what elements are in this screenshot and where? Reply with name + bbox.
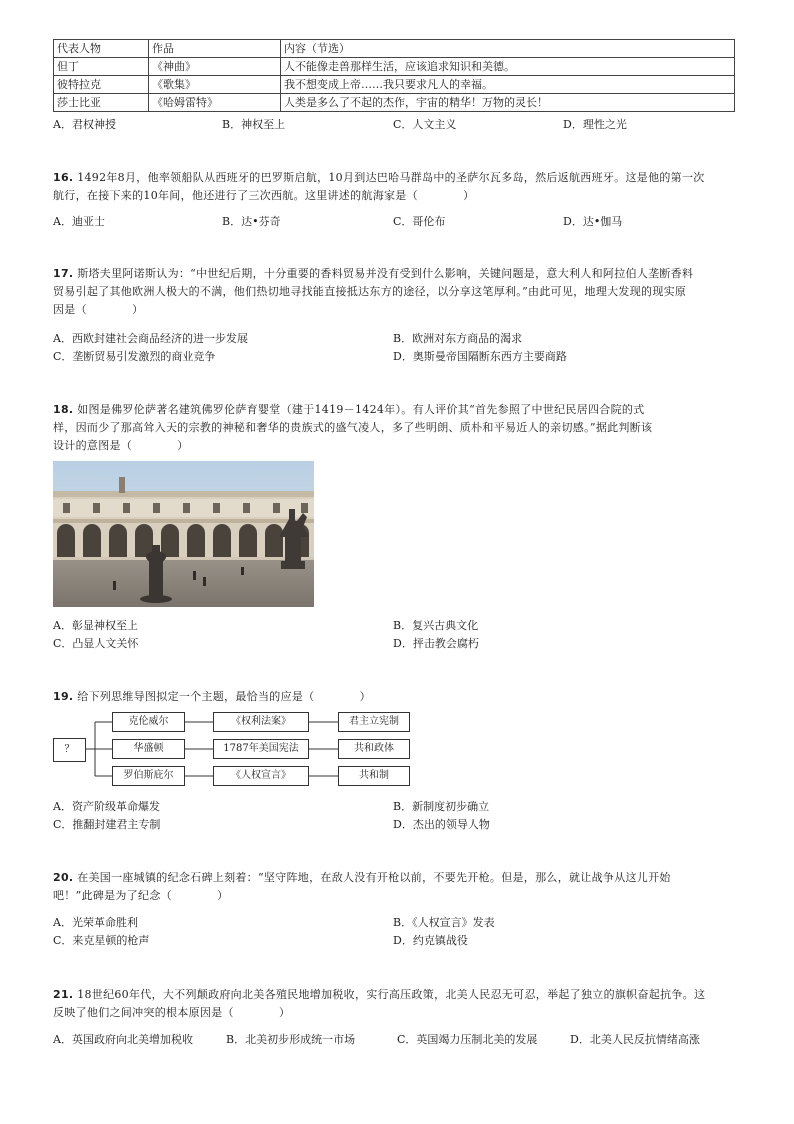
question-number: 19. xyxy=(53,690,74,703)
question-text: 1492年8月，他率领船队从西班牙的巴罗斯启航，10月到达巴哈马群岛中的圣萨尔瓦多岛，然后返航西班牙。这是他的第一次 xyxy=(77,171,705,184)
q20-option-b[interactable]: B．《人权宣言》发表 xyxy=(393,916,495,929)
question-text: 18世纪60年代，大不列颠政府向北美各殖民地增加税收，实行高压政策，北美人民忍无可忍，举起了独立的旗帜奋起抗争。这 xyxy=(77,988,706,1001)
q17-option-c[interactable]: C．垄断贸易引发激烈的商业竞争 xyxy=(53,350,216,363)
q17-option-d[interactable]: D．奥斯曼帝国隔断东西方主要商路 xyxy=(393,350,567,363)
q21-option-d[interactable]: D．北美人民反抗情绪高涨 xyxy=(570,1033,700,1046)
mindmap-document-box: 《人权宣言》 xyxy=(213,766,309,786)
q15-option-a[interactable]: A．君权神授 xyxy=(53,118,116,131)
table-header: 内容（节选） xyxy=(281,40,735,58)
q20-option-a[interactable]: A．光荣革命胜利 xyxy=(53,916,138,929)
question-number: 21. xyxy=(53,988,74,1001)
table-cell: 莎士比亚 xyxy=(54,94,149,112)
q17-option-b[interactable]: B．欧洲对东方商品的渴求 xyxy=(393,332,523,345)
q15-option-d[interactable]: D．理性之光 xyxy=(563,118,627,131)
mindmap-root-box: ？ xyxy=(53,738,86,762)
mindmap-result-box: 共和政体 xyxy=(338,739,410,759)
table-cell: 《歌集》 xyxy=(149,76,281,94)
q19-option-d[interactable]: D．杰出的领导人物 xyxy=(393,818,490,831)
question-text: 如图是佛罗伦萨著名建筑佛罗伦萨育婴堂（建于1419－1424年）。有人评价其“首先参照了中世纪民居四合院的式 xyxy=(77,403,645,416)
q20-option-d[interactable]: D．约克镇战役 xyxy=(393,934,468,947)
question-text: 反映了他们之间冲突的根本原因是（ ） xyxy=(53,1006,291,1019)
q19-option-c[interactable]: C．推翻封建君主专制 xyxy=(53,818,161,831)
table-cell: 我不想变成上帝……我只要求凡人的幸福。 xyxy=(281,76,735,94)
mindmap-person-box: 克伦威尔 xyxy=(112,712,185,732)
table-cell: 人类是多么了不起的杰作，宇宙的精华！万物的灵长！ xyxy=(281,94,735,112)
q18-option-b[interactable]: B．复兴古典文化 xyxy=(393,619,479,632)
mindmap-person-box: 华盛顿 xyxy=(112,739,185,759)
table-cell: 但丁 xyxy=(54,58,149,76)
q21-option-b[interactable]: B．北美初步形成统一市场 xyxy=(226,1033,356,1046)
mindmap-result-box: 共和制 xyxy=(338,766,410,786)
q20-option-c[interactable]: C．来克星顿的枪声 xyxy=(53,934,150,947)
q18-option-c[interactable]: C．凸显人文关怀 xyxy=(53,637,139,650)
question-number: 18. xyxy=(53,403,74,416)
question-20 xyxy=(53,869,671,905)
q16-option-a[interactable]: A．迪亚士 xyxy=(53,215,105,228)
q19-option-b[interactable]: B．新制度初步确立 xyxy=(393,800,490,813)
q16-option-b[interactable]: B．达•芬奇 xyxy=(222,215,281,228)
question-text: 样，因而少了那高耸入天的宗教的神秘和奢华的贵族式的盛气凌人，多了些明朗、质朴和平易近人的亲切感。”据此判断该 xyxy=(53,421,653,434)
mindmap-document-box: 1787年美国宪法 xyxy=(213,739,309,759)
mindmap-document-box: 《权利法案》 xyxy=(213,712,309,732)
q17-option-a[interactable]: A．西欧封建社会商品经济的进一步发展 xyxy=(53,332,248,345)
q21-option-a[interactable]: A．英国政府向北美增加税收 xyxy=(53,1033,193,1046)
table-cell: 彼特拉克 xyxy=(54,76,149,94)
mindmap-result-box: 君主立宪制 xyxy=(338,712,410,732)
q18-option-a[interactable]: A．彰显神权至上 xyxy=(53,619,138,632)
question-text: 设计的意图是（ ） xyxy=(53,439,189,452)
q18-option-d[interactable]: D．抨击教会腐朽 xyxy=(393,637,479,650)
q16-option-c[interactable]: C．哥伦布 xyxy=(393,215,446,228)
question-text: 斯塔夫里阿诺斯认为：“中世纪后期，十分重要的香料贸易并没有受到什么影响，关键问题是，意大利人和阿拉伯人垄断香料 xyxy=(77,267,694,280)
table-header: 作品 xyxy=(149,40,281,58)
q21-option-c[interactable]: C．英国竭力压制北美的发展 xyxy=(397,1033,538,1046)
question-number: 17. xyxy=(53,267,74,280)
question-number: 16. xyxy=(53,171,74,184)
table-cell: 《神曲》 xyxy=(149,58,281,76)
question-21 xyxy=(53,986,705,1022)
question-text: 因是（ ） xyxy=(53,303,144,316)
question-text: 贸易引起了其他欧洲人极大的不满，他们热切地寻找能直接抵达东方的途径，以分享这笔厚利。”由此可见，地理大发现的现实原 xyxy=(53,285,687,298)
question-text: 吧！”此碑是为了纪念（ ） xyxy=(53,889,229,902)
table-cell: 《哈姆雷特》 xyxy=(149,94,281,112)
question-text: 在美国一座城镇的纪念石碑上刻着：“坚守阵地，在敌人没有开枪以前，不要先开枪。但是，那么，就让战争从这儿开始 xyxy=(77,871,671,884)
q15-option-c[interactable]: C．人文主义 xyxy=(393,118,457,131)
question-text: 航行，在接下来的10年间，他还进行了三次西航。这里讲述的航海家是（ ） xyxy=(53,189,475,202)
question-text: 给下列思维导图拟定一个主题，最恰当的应是（ ） xyxy=(77,690,371,703)
question-number: 20. xyxy=(53,871,74,884)
table-cell: 人不能像走兽那样生活，应该追求知识和美德。 xyxy=(281,58,735,76)
q16-option-d[interactable]: D．达•伽马 xyxy=(563,215,623,228)
table-header: 代表人物 xyxy=(54,40,149,58)
q19-option-a[interactable]: A．资产阶级革命爆发 xyxy=(53,800,160,813)
q15-option-b[interactable]: B．神权至上 xyxy=(222,118,286,131)
mindmap-person-box: 罗伯斯庇尔 xyxy=(112,766,185,786)
